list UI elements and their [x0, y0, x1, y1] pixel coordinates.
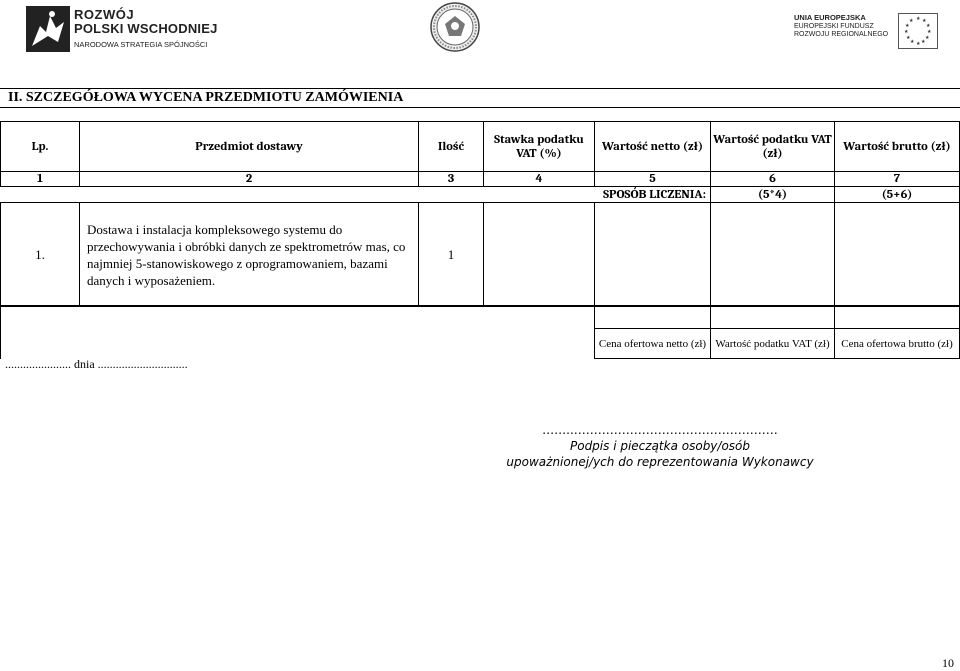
- pricing-table: [0, 121, 960, 307]
- svg-text:★: ★: [916, 41, 921, 47]
- row-netto[interactable]: [595, 203, 711, 307]
- col-number: 4: [484, 172, 595, 187]
- section-heading: [0, 88, 960, 108]
- signature-line2: upoważnionej/ych do reprezentowania Wykonawcy: [506, 455, 814, 469]
- svg-text:★: ★: [910, 39, 915, 45]
- svg-text:★: ★: [921, 39, 926, 45]
- method-vat: (5*4): [711, 187, 835, 203]
- col-number: 1: [1, 172, 80, 187]
- table-header-row: [1, 122, 960, 172]
- header-brutto: Wartość brutto (zł): [835, 122, 960, 172]
- summary-label-row: [1, 329, 960, 359]
- signature-line1: Podpis i pieczątka osoby/osób: [569, 439, 751, 453]
- svg-text:★: ★: [909, 18, 914, 24]
- summary-brutto: Cena ofertowa brutto (zł): [835, 329, 960, 359]
- signature-dots: ……..……………………………………………: [542, 423, 778, 437]
- col-number: 2: [80, 172, 419, 187]
- header-qty: Ilość: [419, 122, 484, 172]
- logo-text-line1: ROZWÓJ: [74, 7, 135, 22]
- svg-text:★: ★: [916, 16, 921, 22]
- col-number: 3: [419, 172, 484, 187]
- row-vat-value[interactable]: [711, 203, 835, 307]
- header-lp: Lp.: [1, 122, 80, 172]
- header-netto: Wartość netto (zł): [595, 122, 711, 172]
- svg-text:★: ★: [926, 23, 931, 29]
- header-vat-value: Wartość podatku VAT (zł): [711, 122, 835, 172]
- section-title: II. SZCZEGÓŁOWA WYCENA PRZEDMIOTU ZAMÓWIENIA: [8, 90, 404, 105]
- method-brutto: (5+6): [835, 187, 960, 203]
- svg-text:★: ★: [906, 35, 911, 41]
- summary-netto: Cena ofertowa netto (zł): [595, 329, 711, 359]
- summary-top-row: [1, 306, 960, 329]
- page-number: 10: [942, 656, 954, 670]
- svg-text:★: ★: [904, 29, 909, 35]
- svg-text:★: ★: [922, 18, 927, 24]
- eu-text-line3: ROZWOJU REGIONALNEGO: [794, 31, 889, 38]
- svg-text:★: ★: [905, 23, 910, 29]
- summary-table: [0, 305, 960, 359]
- eu-text-line1: UNIA EUROPEJSKA: [794, 13, 866, 22]
- col-number: 5: [595, 172, 711, 187]
- logo-text-line3: NARODOWA STRATEGIA SPÓJNOŚCI: [74, 40, 208, 49]
- header-vat-rate: Stawka podatku VAT (%): [484, 122, 595, 172]
- svg-text:★: ★: [925, 35, 930, 41]
- eu-flag-icon: [898, 13, 938, 49]
- university-seal-icon: [430, 2, 480, 52]
- summary-vat: Wartość podatku VAT (zł): [711, 329, 835, 359]
- logo-text-line2: POLSKI WSCHODNIEJ: [74, 21, 218, 36]
- col-number: 6: [711, 172, 835, 187]
- row-vat-rate[interactable]: [484, 203, 595, 307]
- row-item: Dostawa i instalacja kompleksowego systemu do przechowywania i obróbki danych ze spektrometrów mas, co najmniej 5-stanowiskowego z oprogramowaniem, bazami danych i wyposażeniem.: [80, 203, 419, 307]
- eagle-logo-icon: [26, 6, 70, 52]
- rozwoj-polski-wschodniej-logo: [26, 6, 218, 52]
- col-number: 7: [835, 172, 960, 187]
- table-row: [1, 203, 960, 307]
- eu-text-line2: EUROPEJSKI FUNDUSZ: [794, 22, 874, 30]
- header-item: Przedmiot dostawy: [80, 122, 419, 172]
- eu-logo: [794, 14, 939, 48]
- eu-text: [794, 14, 888, 40]
- method-row: [1, 187, 960, 203]
- table-number-row: [1, 172, 960, 187]
- date-line: ...................... dnia ..............................: [5, 357, 188, 371]
- signature-block: [470, 422, 850, 470]
- row-lp: 1.: [1, 203, 80, 307]
- row-qty: 1: [419, 203, 484, 307]
- method-label: SPOSÓB LICZENIA:: [484, 187, 711, 203]
- row-brutto[interactable]: [835, 203, 960, 307]
- svg-text:★: ★: [927, 29, 932, 35]
